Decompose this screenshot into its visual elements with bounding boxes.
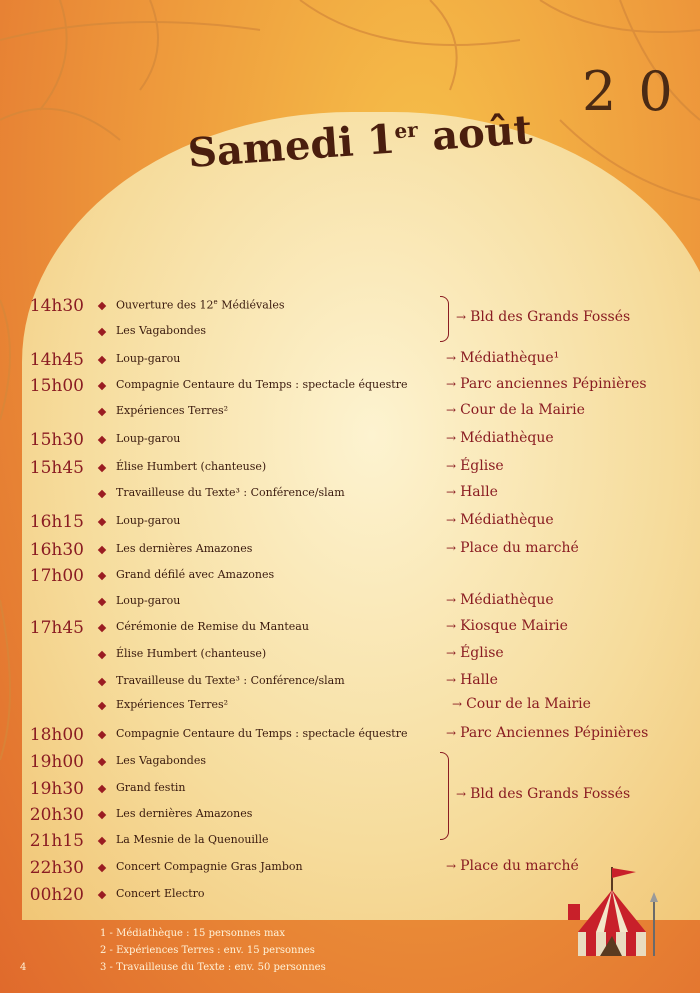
schedule-row: [0, 540, 700, 564]
schedule-row: [0, 831, 700, 855]
bullet-diamond-icon: [98, 598, 106, 606]
schedule-event: Concert Compagnie Gras Jambon: [116, 860, 303, 873]
arrow-right-icon: →: [446, 377, 457, 391]
arrow-right-icon: →: [446, 673, 457, 687]
bullet-diamond-icon: [98, 464, 106, 472]
schedule-event: Élise Humbert (chanteuse): [116, 460, 267, 473]
bullet-diamond-icon: [98, 864, 106, 872]
arrow-right-icon: →: [446, 593, 457, 607]
bullet-diamond-icon: [98, 356, 106, 364]
schedule-location: → Médiathèque¹: [446, 350, 560, 366]
schedule-location: → Halle: [446, 672, 498, 688]
schedule-event: Loup-garou: [116, 594, 181, 607]
bullet-diamond-icon: [98, 837, 106, 845]
page-title: Samedi 1er août: [186, 106, 534, 177]
bullet-diamond-icon: [98, 382, 106, 390]
schedule-row: [0, 322, 700, 346]
schedule-event: Travailleuse du Texte³ : Conférence/slam: [116, 486, 345, 499]
year-label: 20: [582, 60, 695, 123]
schedule-location: → Médiathèque: [446, 512, 554, 528]
schedule-time: 18h00: [29, 725, 84, 745]
schedule-location: → Cour de la Mairie: [452, 696, 591, 712]
schedule-event: Compagnie Centaure du Temps : spectacle équestre: [116, 378, 408, 391]
arrow-right-icon: →: [446, 619, 457, 633]
schedule-time: 16h15: [29, 512, 84, 532]
schedule-event: Cérémonie de Remise du Manteau: [116, 620, 309, 633]
schedule-event: Les dernières Amazones: [116, 807, 253, 820]
bullet-diamond-icon: [98, 518, 106, 526]
schedule-event: Loup-garou: [116, 432, 181, 445]
bullet-diamond-icon: [98, 891, 106, 899]
page-number: 4: [20, 962, 27, 973]
schedule-location: → Médiathèque: [446, 592, 554, 608]
schedule-location: → Médiathèque: [446, 430, 554, 446]
bullet-diamond-icon: [98, 328, 106, 336]
bullet-diamond-icon: [98, 651, 106, 659]
footnote-1: 1 - Médiathèque : 15 personnes max: [100, 928, 286, 939]
schedule-time: 14h45: [29, 350, 84, 370]
bullet-diamond-icon: [98, 546, 106, 554]
arrow-right-icon: →: [446, 541, 457, 555]
schedule-row: [0, 566, 700, 590]
schedule-location: → Kiosque Mairie: [446, 618, 568, 634]
location-group-bottom: → Bld des Grands Fossés: [456, 786, 631, 802]
bullet-diamond-icon: [98, 785, 106, 793]
bullet-diamond-icon: [98, 436, 106, 444]
schedule-location: → Parc Anciennes Pépinières: [446, 725, 649, 741]
footnote-2: 2 - Expériences Terres : env. 15 personnes: [100, 945, 315, 956]
schedule-row: [0, 430, 700, 454]
schedule-row: [0, 376, 700, 400]
arrow-right-icon: →: [446, 485, 457, 499]
schedule-location: → Église: [446, 645, 504, 661]
schedule-time: 15h00: [29, 376, 84, 396]
schedule-event: Expériences Terres²: [116, 698, 229, 711]
schedule-row: [0, 672, 700, 696]
schedule-event: Expériences Terres²: [116, 404, 229, 417]
arrow-right-icon: →: [446, 726, 457, 740]
schedule-row: [0, 350, 700, 374]
schedule-row: [0, 696, 700, 720]
arrow-right-icon: →: [446, 646, 457, 660]
schedule-location: → Place du marché: [446, 858, 579, 874]
footnote-3: 3 - Travailleuse du Texte : env. 50 personnes: [100, 962, 326, 973]
medieval-tent-illustration: [566, 862, 666, 962]
schedule-event: Grand défilé avec Amazones: [116, 568, 275, 581]
bullet-diamond-icon: [98, 302, 106, 310]
bullet-diamond-icon: [98, 624, 106, 632]
schedule-time: 17h00: [29, 566, 84, 586]
schedule-row: [0, 645, 700, 669]
schedule-row: [0, 512, 700, 536]
schedule-event: Ouverture des 12e Médiévales: [116, 298, 285, 312]
schedule-time: 20h30: [29, 805, 84, 825]
arrow-right-icon: →: [446, 513, 457, 527]
schedule-event: Travailleuse du Texte³ : Conférence/slam: [116, 674, 345, 687]
schedule-time: 16h30: [29, 540, 84, 560]
schedule-event: Compagnie Centaure du Temps : spectacle équestre: [116, 727, 408, 740]
schedule-event: Les dernières Amazones: [116, 542, 253, 555]
location-brace-bottom: [440, 752, 449, 840]
arrow-right-icon: →: [446, 351, 457, 365]
schedule-location: → Place du marché: [446, 540, 579, 556]
schedule-time: 22h30: [29, 858, 84, 878]
schedule-time: 17h45: [29, 618, 84, 638]
bullet-diamond-icon: [98, 572, 106, 580]
schedule-row: [0, 805, 700, 829]
schedule-time: 14h30: [29, 296, 84, 316]
schedule-event: Grand festin: [116, 781, 186, 794]
location-group-top: → Bld des Grands Fossés: [456, 309, 631, 325]
location-brace-top: [440, 296, 449, 342]
schedule-time: 00h20: [29, 885, 84, 905]
schedule-event: Loup-garou: [116, 352, 181, 365]
schedule-row: [0, 402, 700, 426]
arrow-right-icon: →: [446, 431, 457, 445]
bullet-diamond-icon: [98, 490, 106, 498]
schedule-row: [0, 618, 700, 642]
bullet-diamond-icon: [98, 408, 106, 416]
bullet-diamond-icon: [98, 731, 106, 739]
schedule-location: → Cour de la Mairie: [446, 402, 585, 418]
schedule-event: Les Vagabondes: [116, 754, 206, 767]
schedule-time: 19h00: [29, 752, 84, 772]
arrow-right-icon: →: [446, 859, 457, 873]
schedule-row: [0, 592, 700, 616]
arrow-right-icon: →: [446, 403, 457, 417]
schedule-event: La Mesnie de la Quenouille: [116, 833, 269, 846]
schedule-event: Loup-garou: [116, 514, 181, 527]
schedule-location: → Église: [446, 458, 504, 474]
arrow-right-icon: →: [452, 697, 463, 711]
schedule-event: Les Vagabondes: [116, 324, 206, 337]
schedule-location: → Parc anciennes Pépinières: [446, 376, 647, 392]
schedule-row: [0, 752, 700, 776]
arrow-right-icon: →: [446, 459, 457, 473]
schedule-time: 15h30: [29, 430, 84, 450]
schedule-time: 15h45: [29, 458, 84, 478]
schedule-location: → Halle: [446, 484, 498, 500]
bullet-diamond-icon: [98, 811, 106, 819]
bullet-diamond-icon: [98, 678, 106, 686]
schedule-row: [0, 725, 700, 749]
bullet-diamond-icon: [98, 702, 106, 710]
schedule-row: [0, 484, 700, 508]
schedule-time: 19h30: [29, 779, 84, 799]
schedule-event: Concert Electro: [116, 887, 205, 900]
bullet-diamond-icon: [98, 758, 106, 766]
schedule-row: [0, 458, 700, 482]
schedule-time: 21h15: [29, 831, 84, 851]
schedule-event: Élise Humbert (chanteuse): [116, 647, 267, 660]
